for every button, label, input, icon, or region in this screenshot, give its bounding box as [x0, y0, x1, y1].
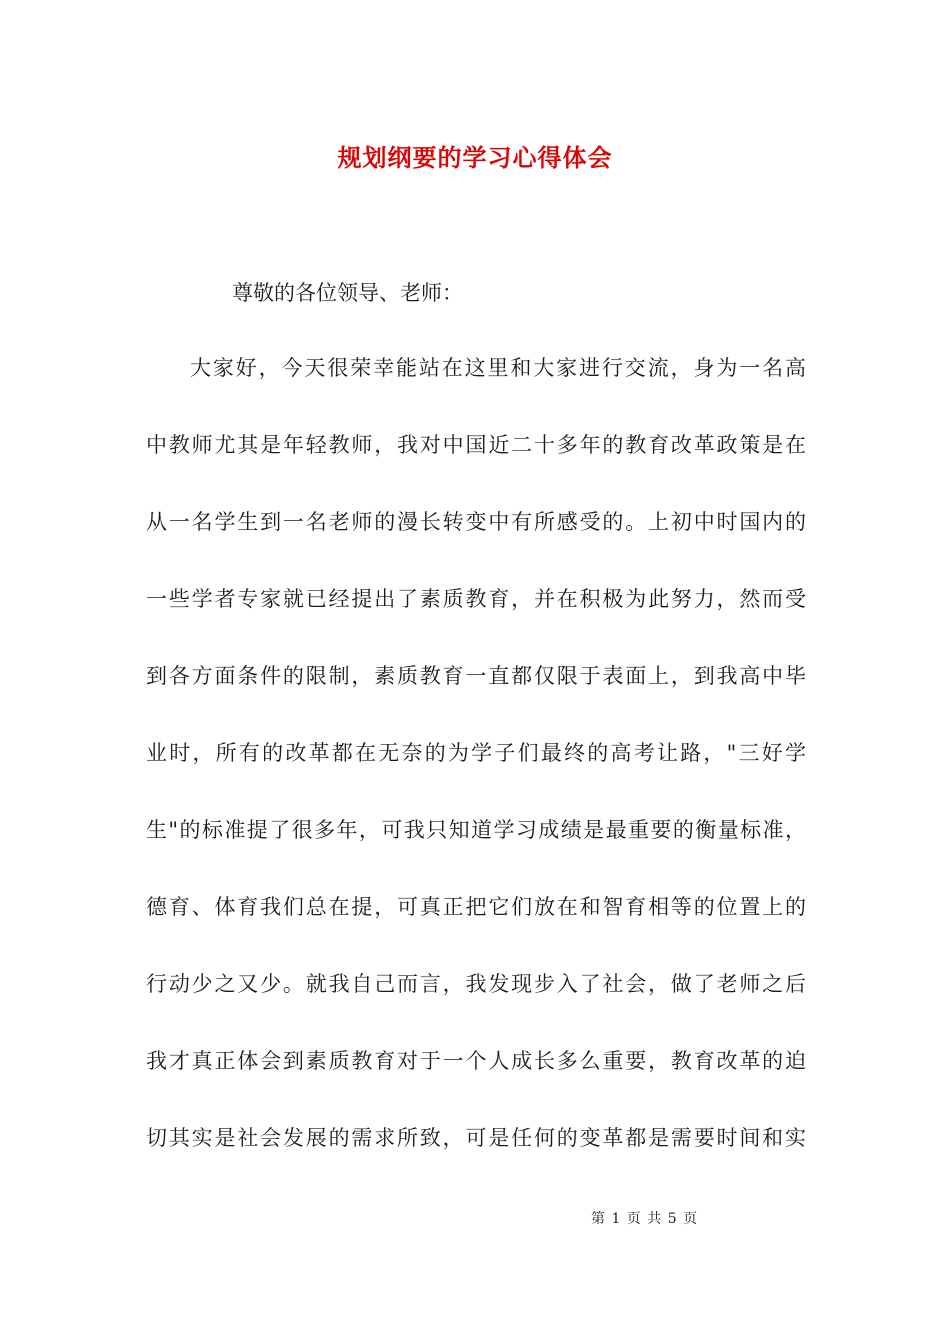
body-line: 生"的标准提了很多年，可我只知道学习成绩是最重要的衡量标准，: [146, 818, 806, 842]
body-line: 我才真正体会到素质教育对于一个人成长多么重要，教育改革的迫: [146, 1049, 806, 1073]
body-line: 行动少之又少。就我自己而言，我发现步入了社会，做了老师之后: [146, 972, 806, 996]
body-line: 业时，所有的改革都在无奈的为学子们最终的高考让路，"三好学: [146, 741, 806, 765]
body-line: 大家好，今天很荣幸能站在这里和大家进行交流，身为一名高: [190, 356, 806, 380]
body-paragraph: [146, 353, 806, 1200]
body-line: 德育、体育我们总在提，可真正把它们放在和智育相等的位置上的: [146, 895, 806, 919]
body-line: 从一名学生到一名老师的漫长转变中有所感受的。上初中时国内的: [146, 510, 806, 534]
salutation: 尊敬的各位领导、老师：: [232, 281, 463, 305]
document-title: 规划纲要的学习心得体会: [337, 143, 613, 172]
page-number-footer: 第 1 页 共 5 页: [591, 1211, 699, 1227]
body-line: 中教师尤其是年轻教师，我对中国近二十多年的教育改革政策是在: [146, 433, 806, 457]
body-line: 到各方面条件的限制，素质教育一直都仅限于表面上，到我高中毕: [146, 664, 806, 688]
body-line: 切其实是社会发展的需求所致，可是任何的变革都是需要时间和实: [146, 1126, 806, 1150]
body-line: 一些学者专家就已经提出了素质教育，并在积极为此努力，然而受: [146, 587, 806, 611]
